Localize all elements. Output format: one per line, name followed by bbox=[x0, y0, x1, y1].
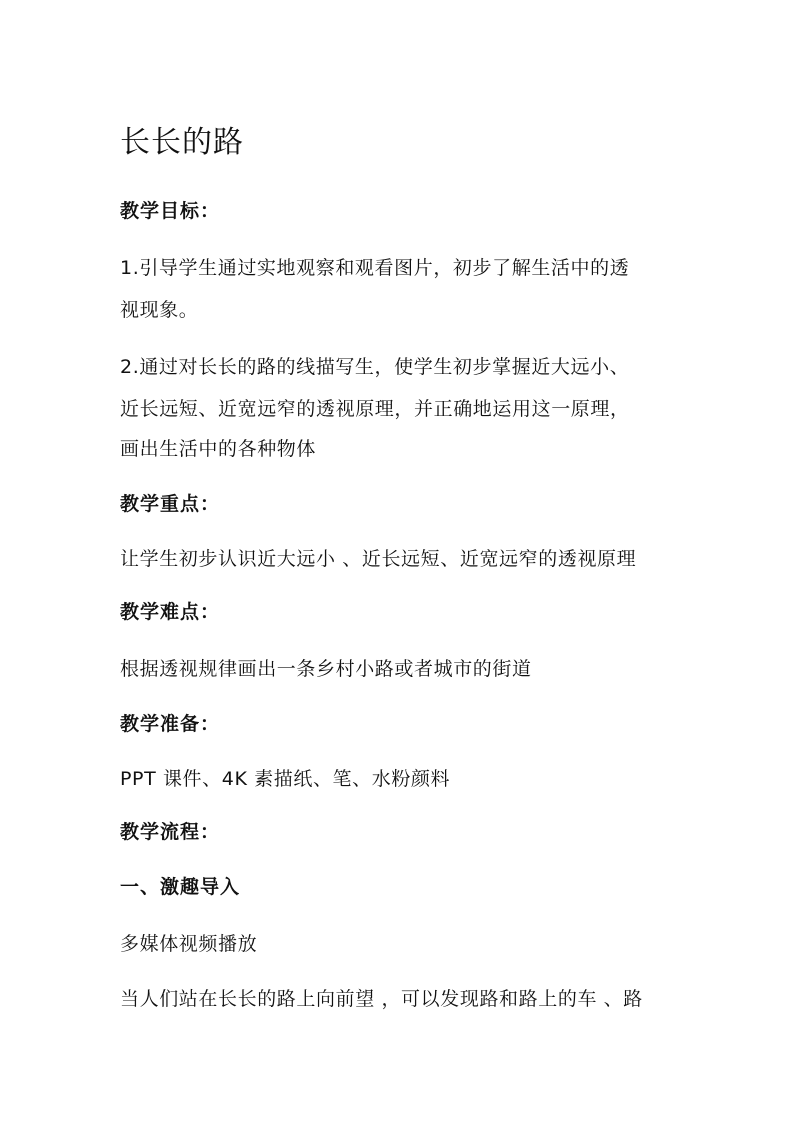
objective-2-line-2: 近长远短、近宽远窄的透视原理，并正确地运用这一原理， bbox=[120, 398, 630, 420]
key-points-text: 让学生初步认识近大远小 、近长远短、近宽远窄的透视原理 bbox=[120, 548, 637, 570]
preparation-text: PPT 课件、4K 素描纸、笔、水粉颜料 bbox=[120, 768, 451, 790]
objectives-heading: 教学目标： bbox=[120, 200, 221, 222]
section-1-line-1: 多媒体视频播放 bbox=[120, 933, 258, 955]
preparation-heading: 教学准备： bbox=[120, 713, 221, 735]
objective-1-line-2: 视现象。 bbox=[120, 299, 199, 321]
process-heading: 教学流程： bbox=[120, 821, 221, 843]
difficulties-heading: 教学难点： bbox=[120, 601, 221, 623]
document-title: 长长的路 bbox=[120, 125, 244, 160]
section-1-heading: 一、激趣导入 bbox=[120, 876, 241, 898]
key-points-heading: 教学重点： bbox=[120, 493, 221, 515]
difficulties-text: 根据透视规律画出一条乡村小路或者城市的街道 bbox=[120, 658, 532, 680]
objective-2-line-1: 2.通过对长长的路的线描写生，使学生初步掌握近大远小、 bbox=[120, 356, 630, 378]
section-1-line-2: 当人们站在长长的路上向前望 ，可以发现路和路上的车 、路 bbox=[120, 988, 643, 1010]
objective-1-line-1: 1.引导学生通过实地观察和观看图片，初步了解生活中的透 bbox=[120, 257, 630, 279]
objective-2-line-3: 画出生活中的各种物体 bbox=[120, 438, 317, 460]
